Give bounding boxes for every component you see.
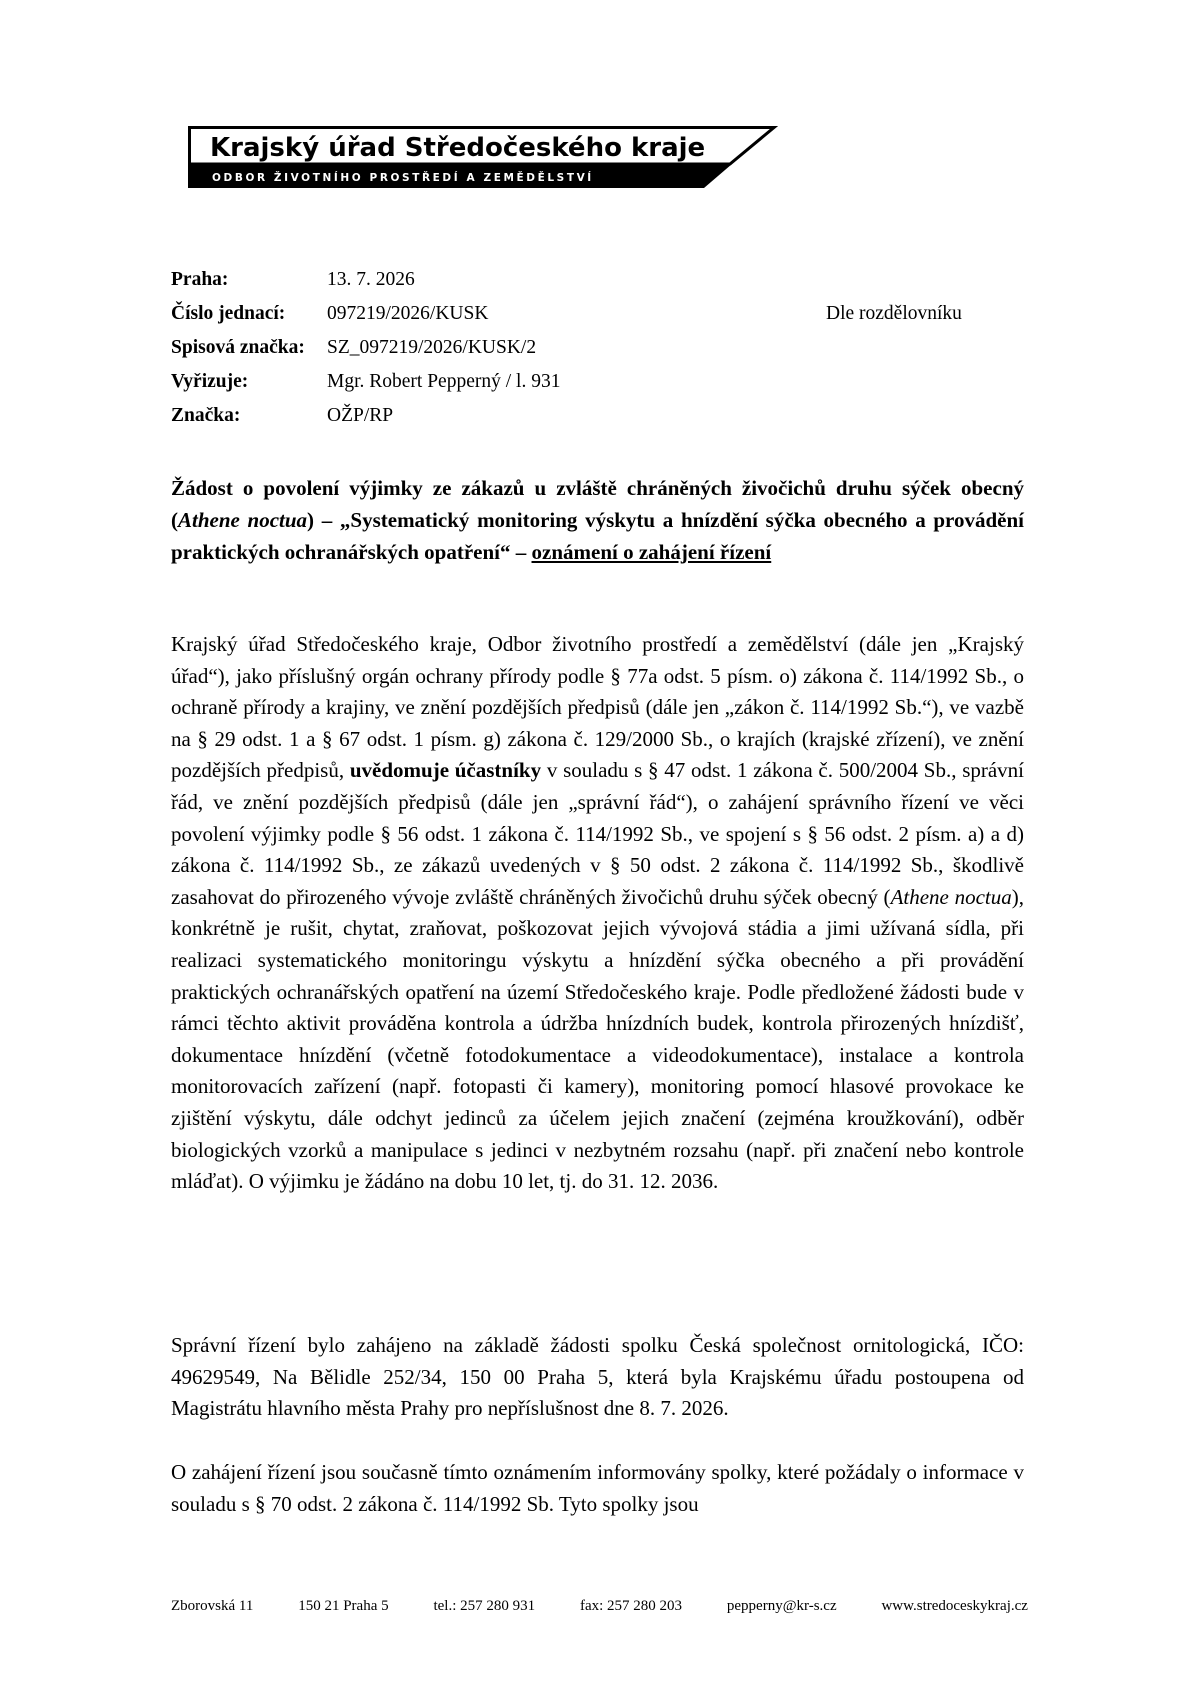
meta-value: 13. 7. 2026 <box>327 269 415 290</box>
paragraph-species: Athene noctua <box>890 884 1012 909</box>
paragraph-1 <box>171 629 1024 1198</box>
meta-value: OŽP/RP <box>327 405 394 426</box>
meta-row-handled-by <box>171 365 560 399</box>
footer-address: Zborovská 11 <box>171 1598 254 1614</box>
footer-fax: fax: 257 280 203 <box>579 1598 683 1614</box>
page-footer <box>171 1598 1028 1615</box>
meta-label: Praha: <box>171 269 229 290</box>
meta-value: 097219/2026/KUSK <box>327 303 489 324</box>
paragraph-text: v souladu s § 47 odst. 1 zákona č. 500/2004 Sb., správní řád, ve znění pozdějších předpisů (dále jen „správní řád“), o zahájení správního řízení ve věci povolení výjimky podle § 56 odst. 1 zákona č. 114/1992 Sb., ve spojení s § 56 odst. 2 písm. a) a d) zákona č. 114/1992 Sb., ze zákazů uvedených v § 50 odst. 2 zákona č. 114/1992 Sb., škodlivě zasahovat do přirozeného vývoje zvláště chráněných živočichů druhu sýček obecný ( <box>171 758 1025 909</box>
paragraph-bold: uvědomuje účastníky <box>349 758 542 783</box>
meta-row-mark <box>171 399 560 433</box>
footer-email[interactable]: pepperny@kr-s.cz <box>726 1598 837 1614</box>
meta-row-place-date <box>171 263 560 297</box>
subject-text: ) – „Systematický monitoring výskytu a hnízdění sýčka obecného a provádění praktických ochranářských opatření“ – <box>171 508 1025 564</box>
paragraph-text: Krajský úřad Středočeského kraje, Odbor životního prostředí a zemědělství (dále jen „Krajský úřad“), jako příslušný orgán ochrany přírody podle § 77a odst. 5 písm. o) zákona č. 114/1992 Sb., o ochraně přírody a krajiny, ve znění pozdějších předpisů (dále jen „zákon č. 114/1992 Sb.“), ve vazbě na § 29 odst. 1 a § 67 odst. 1 písm. g) zákona č. 129/2000 Sb., o krajích (krajské zřízení), ve znění pozdějších předpisů, <box>171 632 1024 783</box>
meta-label: Značka: <box>171 405 241 426</box>
document-subject <box>171 472 1024 568</box>
office-logo <box>188 126 778 190</box>
office-logo-subtitle: ODBOR ŽIVOTNÍHO PROSTŘEDÍ A ZEMĚDĚLSTVÍ <box>212 172 594 184</box>
subject-underlined: oznámení o zahájení řízení <box>531 540 772 564</box>
footer-phone: tel.: 257 280 931 <box>433 1598 536 1614</box>
meta-label: Spisová značka: <box>171 337 305 358</box>
meta-value: SZ_097219/2026/KUSK/2 <box>327 337 537 358</box>
meta-row-reference-number <box>171 297 560 331</box>
document-metadata <box>171 263 560 433</box>
paragraph-2: Správní řízení bylo zahájeno na základě žádosti spolku Česká společnost ornitologická, IČO: 49629549, Na Bělidle 252/34, 150 00 Praha 5, která byla Krajskému úřadu postoupena od Magistrátu hlavního města Prahy pro nepříslušnost dne 8. 7. 2026. <box>171 1333 1024 1421</box>
paragraph-3: O zahájení řízení jsou současně tímto oznámením informovány spolky, které požádaly o informace v souladu s § 70 odst. 2 zákona č. 114/1992 Sb. Tyto spolky jsou <box>171 1460 1024 1516</box>
recipient: Dle rozdělovníku <box>826 303 962 324</box>
meta-row-file-mark <box>171 331 560 365</box>
meta-label: Vyřizuje: <box>171 371 249 392</box>
footer-website[interactable]: www.stredoceskykraj.cz <box>881 1598 1028 1614</box>
office-logo-graphic <box>188 126 778 190</box>
subject-species: Athene noctua <box>178 508 308 532</box>
meta-value: Mgr. Robert Pepperný / l. 931 <box>327 371 561 392</box>
subject-text: Žádost o povolení výjimky ze zákazů u zvláště chráněných živočichů druhu sýček obecný ( <box>171 476 1024 532</box>
office-logo-title: Krajský úřad Středočeského kraje <box>210 133 706 163</box>
meta-label: Číslo jednací: <box>171 303 286 324</box>
paragraph-text: ), konkrétně je rušit, chytat, zraňovat, poškozovat jejich vývojová stádia a jimi užívaná sídla, při realizaci systematického monitoringu výskytu a hnízdění sýčka obecného a při provádění praktických ochranářských opatření na území Středočeského kraje. Podle předložené žádosti bude v rámci těchto aktivit prováděna kontrola a údržba hnízdních budek, kontrola přirozených hnízdišť, dokumentace hnízdění (včetně fotodokumentace a videodokumentace), instalace a kontrola monitorovacích zařízení (např. fotopasti či kamery), monitoring pomocí hlasové provokace ke zjištění výskytu, dále odchyt jedinců za účelem jejich značení (zejména kroužkování), odběr biologických vzorků a manipulace s jedinci v nezbytném rozsahu (např. při značení nebo kontrole mláďat). O výjimku je žádáno na dobu 10 let, tj. do 31. 12. 2036. <box>171 884 1024 1194</box>
footer-postal: 150 21 Praha 5 <box>298 1598 389 1614</box>
